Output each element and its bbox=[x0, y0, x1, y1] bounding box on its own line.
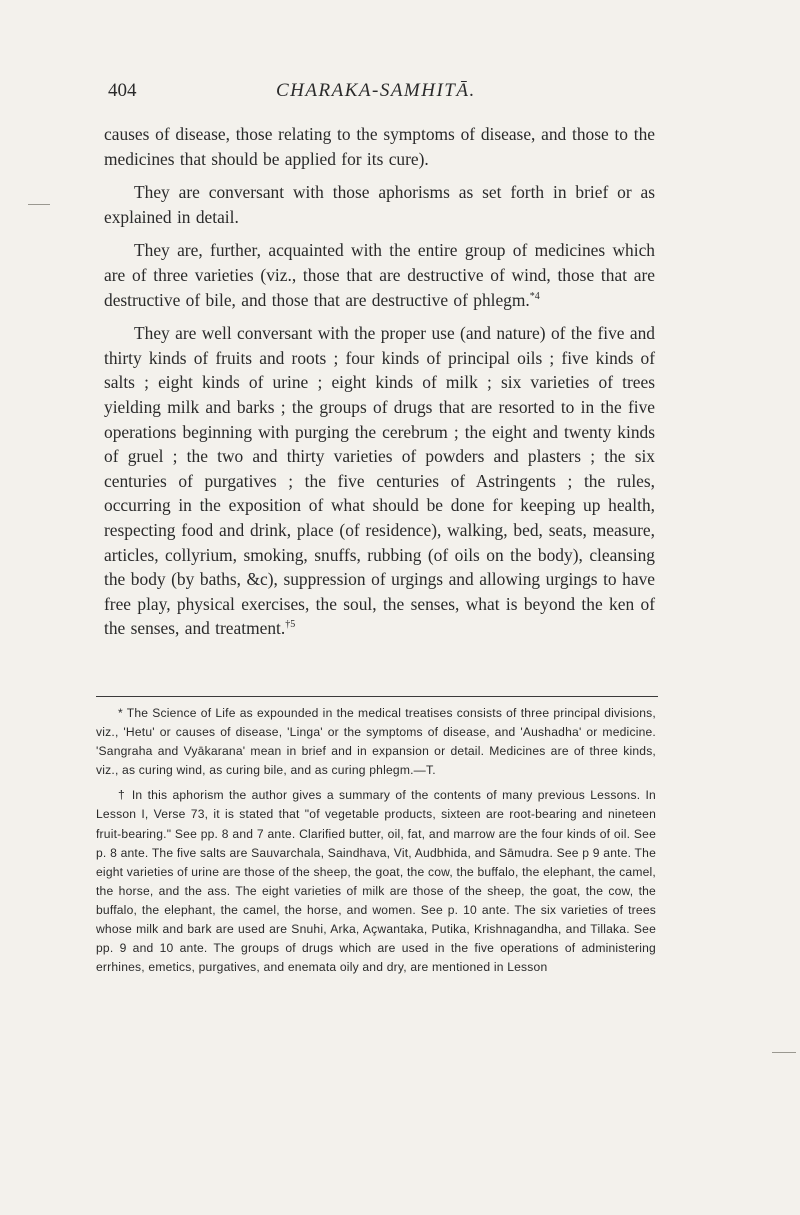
paragraph-2: They are conversant with those aphorisms as set forth in brief or as explained in detail. bbox=[104, 182, 655, 227]
page-header bbox=[108, 80, 658, 110]
page-number: 404 bbox=[108, 80, 137, 101]
paragraph-4: They are well conversant with the proper use (and nature) of the five and thirty kinds of fruits and roots ; four kinds of principal oils ; five kinds of salts ; eight kinds of urine ; eight kinds of milk ; six varieties of trees yielding milk and barks ; the groups of drugs that are resorted to in the five operations beginning with purging the cerebrum ; the eight and twenty kinds of gruel ; the two and thirty varieties of powders and plasters ; the six centuries of purgatives ; the five centuries of Astringents ; the rules, occurring in the exposition of what should be done for keeping up health, respecting food and drink, place (of residence), walking, bed, seats, measure, articles, collyrium, smoking, snuffs, rubbing (of oils on the body), cleansing the body (by baths, &c), suppression of urgings and allowing urgings to have free play, physical exercises, the soul, the senses, what is beyond the ken of the senses, and treatment.$^{\dagger 5}$ bbox=[104, 323, 655, 639]
main-text bbox=[104, 122, 655, 650]
paragraph-1: causes of disease, those relating to the symptoms of disease, and those to the medicines that should be applied for its cure). bbox=[104, 124, 655, 169]
running-title: CHARAKA-SAMHITĀ. bbox=[276, 80, 476, 101]
footnote-marker: †5 bbox=[285, 619, 296, 631]
footnote-2: † In this aphorism the author gives a summary of the contents of many previous Lessons. In Lesson I, Verse 73, it is stated that "of vegetable products, sixteen are root-bearing and nineteen fruit-bearing." See pp. 8 and 7 ante. Clarified butter, oil, fat, and marrow are the four kinds of oil. See p. 8 ante. The five salts are Sauvarchala, Saindhava, Vit, Audbhida, and Sāmudra. See p 9 ante. The eight varieties of urine are those of the sheep, the goat, the cow, the buffalo, the elephant, the camel, the horse, and the ass. The eight varieties of milk are those of the sheep, the goat, the cow, the buffalo, the elephant, the camel, the horse, and women. See p. 10 ante. The six varieties of trees whose milk and bark are used are Snuhi, Arka, Açwantaka, Putika, Krishnagandha, and Tillaka. See pp. 9 and 10 ante. The groups of drugs which are used in the five operations of administering errhines, emetics, purgatives, and enemata oily and dry, are mentioned in Lesson bbox=[96, 788, 656, 975]
footnote-divider bbox=[96, 696, 658, 697]
footnote-marker: *4 bbox=[529, 290, 540, 302]
footnotes bbox=[96, 704, 656, 983]
footnote-1: * The Science of Life as expounded in the medical treatises consists of three principal divisions, viz., 'Hetu' or causes of disease, 'Linga' or the symptoms of disease, and 'Aushadha' or medicine. 'Sangraha and Vyākarana' mean in brief and in expansion or detail. Medicines are of three kinds, viz., as curing wind, as curing bile, and as curing phlegm.—T. bbox=[96, 706, 656, 778]
paragraph-3: They are, further, acquainted with the entire group of medicines which are of three varieties (viz., those that are destructive of wind, those that are destructive of bile, and those that are destructive of phlegm.$^{*4}$ bbox=[104, 240, 655, 310]
margin-mark bbox=[772, 1052, 796, 1053]
margin-mark bbox=[28, 204, 50, 205]
